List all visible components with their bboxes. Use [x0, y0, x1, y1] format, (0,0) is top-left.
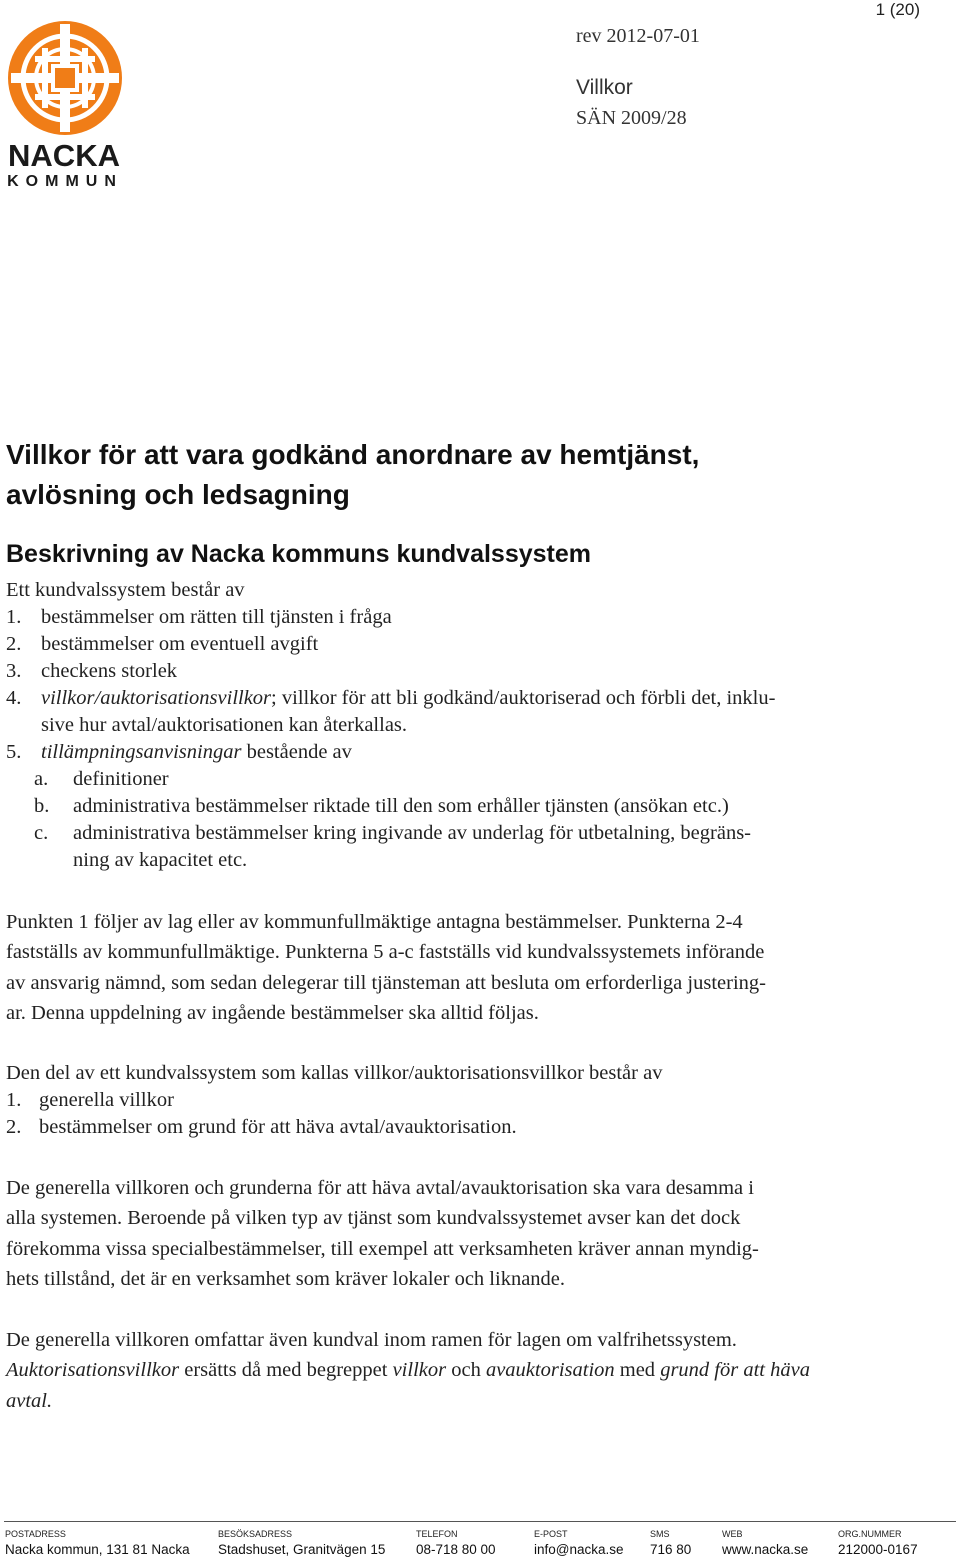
- sublist-letter: a.: [34, 768, 49, 790]
- section-heading: Beskrivning av Nacka kommuns kundvalssystem: [6, 540, 591, 568]
- revision-date: rev 2012-07-01: [576, 25, 700, 47]
- footer-value-web[interactable]: www.nacka.se: [722, 1542, 809, 1557]
- footer-divider: [4, 1521, 956, 1522]
- text-line: hets tillstånd, det är en verksamhet som kräver lokaler och liknande.: [6, 1267, 566, 1290]
- emphasis-text: avtal.: [6, 1389, 53, 1412]
- list-number: 3.: [6, 660, 22, 682]
- text-line: De generella villkoren och grunderna för att häva avtal/avauktorisation ska vara desamma i: [6, 1177, 754, 1199]
- text-line: [6, 1355, 886, 1385]
- paragraph-1: [6, 907, 886, 1028]
- list-number: 2.: [6, 1116, 22, 1138]
- footer-value-phone: 08-718 80 00: [416, 1542, 496, 1557]
- logo-emblem-icon: [4, 20, 126, 190]
- emphasis-text: grund för att häva: [660, 1359, 810, 1382]
- list-item-continuation: sive hur avtal/auktorisationen kan återkallas.: [41, 714, 408, 736]
- footer-value-sms: 716 80: [650, 1542, 692, 1557]
- title-line-1: Villkor för att vara godkänd anordnare av hemtjänst,: [6, 439, 700, 470]
- list-item: bestämmelser om eventuell avgift: [41, 633, 319, 655]
- emphasis-text: villkor: [392, 1359, 447, 1382]
- nacka-kommun-logo: [4, 20, 126, 190]
- text-line: Punkten 1 följer av lag eller av kommunfullmäktige antagna bestämmelser. Punkterna 2-4: [6, 911, 743, 933]
- list-number: 4.: [6, 687, 22, 709]
- list-item: generella villkor: [39, 1089, 174, 1111]
- paragraph-3: [6, 1173, 886, 1294]
- text-line: De generella villkoren omfattar även kundval inom ramen för lagen om valfrihetssystem.: [6, 1329, 737, 1351]
- list-number: 5.: [6, 741, 22, 763]
- sublist-item: definitioner: [73, 768, 169, 790]
- document-type: Villkor: [576, 76, 633, 99]
- document-title: [6, 435, 906, 515]
- emphasis-text: villkor/auktorisationsvillkor: [41, 687, 272, 709]
- list-item: bestämmelser om grund för att häva avtal/avauktorisation.: [39, 1116, 517, 1138]
- footer-label-phone: TELEFON: [416, 1529, 458, 1539]
- svg-text:NACKA: NACKA: [8, 138, 120, 173]
- list-item-text: ; villkor för att bli godkänd/auktoriserad och förbli det, inklu-: [271, 687, 776, 709]
- reference-number: SÄN 2009/28: [576, 107, 687, 129]
- sublist-item: administrativa bestämmelser kring ingivande av underlag för utbetalning, begräns-: [73, 822, 752, 844]
- text-span: ersätts då med begreppet: [179, 1359, 393, 1382]
- footer-value-postal: Nacka kommun, 131 81 Nacka: [5, 1542, 190, 1557]
- list-item: [41, 739, 352, 766]
- paragraph-intro: Den del av ett kundvalssystem som kallas villkor/auktorisationsvillkor består av: [6, 1062, 663, 1084]
- sublist-item: administrativa bestämmelser riktade till den som erhåller tjänsten (ansökan etc.): [73, 795, 729, 817]
- numbered-list: [0, 604, 900, 874]
- footer-label-sms: SMS: [650, 1529, 670, 1539]
- text-line: av ansvarig nämnd, som sedan delegerar till tjänsteman att besluta om erforderliga justering-: [6, 971, 766, 994]
- list-number: 2.: [6, 633, 22, 655]
- sublist-letter: c.: [34, 822, 49, 844]
- page-number: 1 (20): [875, 0, 920, 19]
- text-line: fastställs av kommunfullmäktige. Punkterna 5 a-c fastställs vid kundvalssystemets införande: [6, 941, 765, 964]
- text-line: förekomma vissa specialbestämmelser, till exempel att verksamheten kräver annan myndig-: [6, 1237, 759, 1260]
- footer-label-postal: POSTADRESS: [5, 1529, 66, 1539]
- emphasis-text: avauktorisation: [485, 1359, 615, 1382]
- text-span: med: [614, 1359, 661, 1382]
- paragraph-2: [0, 1060, 900, 1150]
- footer-value-org: 212000-0167: [838, 1542, 918, 1557]
- text-line: ar. Denna uppdelning av ingående bestämmelser ska alltid följas.: [6, 1001, 539, 1024]
- section-intro: Ett kundvalssystem består av: [6, 579, 245, 601]
- title-line-2: avlösning och ledsagning: [6, 479, 350, 510]
- emphasis-text: Auktorisationsvillkor: [6, 1359, 180, 1382]
- footer-value-email[interactable]: info@nacka.se: [534, 1542, 624, 1557]
- footer-value-visit: Stadshuset, Granitvägen 15: [218, 1542, 386, 1557]
- emphasis-text: tillämpningsanvisningar: [41, 741, 242, 763]
- list-item: checkens storlek: [41, 660, 178, 682]
- sublist-letter: b.: [34, 795, 50, 817]
- footer-label-email: E-POST: [534, 1529, 568, 1539]
- list-number: 1.: [6, 1089, 22, 1111]
- text-line: [6, 1386, 886, 1416]
- list-item-text: bestående av: [241, 741, 352, 763]
- paragraph-4: [6, 1325, 886, 1416]
- list-number: 1.: [6, 606, 22, 628]
- footer-label-visit: BESÖKSADRESS: [218, 1529, 293, 1539]
- text-line: alla systemen. Beroende på vilken typ av tjänst som kundvalssystemet avser kan det dock: [6, 1207, 741, 1230]
- list-item: bestämmelser om rätten till tjänsten i fråga: [41, 606, 392, 628]
- sublist-item-continuation: ning av kapacitet etc.: [73, 849, 248, 871]
- footer-label-web: WEB: [722, 1529, 743, 1539]
- text-span: och: [446, 1359, 486, 1382]
- footer-label-org: ORG.NUMMER: [838, 1529, 902, 1539]
- svg-text:KOMMUN: KOMMUN: [7, 173, 123, 190]
- list-item: [41, 685, 775, 712]
